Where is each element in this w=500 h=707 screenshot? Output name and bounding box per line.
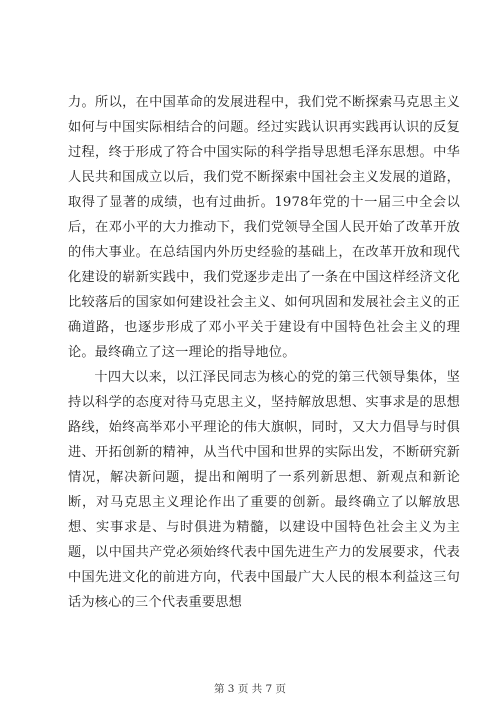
paragraph-1: 力。所以，在中国革命的发展进程中，我们党不断探索马克思主义如何与中国实际相结合的问题。经过实践认识再实践再认识的反复过程，终于形成了符合中国实际的科学指导思想毛泽东思想。中华人民共和国成立以后，我们党不断探索中国社会主义发展的道路，取得了显著的成绩，也有过曲折。1978年党的十一届三中全会以后，在邓小平的大力推动下，我们党领导全国人民开始了改革开放的伟大事业。在总结国内外历史经验的基础上，在改革开放和现代化建设的崭新实践中，我们党逐步走出了一条在中国这样经济文化比较落后的国家如何建设社会主义、如何巩固和发展社会主义的正确道路，也逐步形成了邓小平关于建设有中国特色社会主义的理论。最终确立了这一理论的指导地位。 bbox=[68, 95, 460, 360]
paragraph-2: 十四大以来，以江泽民同志为核心的党的第三代领导集体，坚持以科学的态度对待马克思主义，坚持解放思想、实事求是的思想路线，始终高举邓小平理论的伟大旗帜，同时，又大力倡导与时俱进、开拓创新的精神，从当代中国和世界的实际出发，不断研究新情况，解决新问题，提出和阐明了一系列新思想、新观点和新论断，对马克思主义理论作出了重要的创新。最终确立了以解放思想、实事求是、与时俱进为精髓，以建设中国特色社会主义为主题，以中国共产党必须始终代表中国先进生产力的发展要求，代表中国先进文化的前进方向，代表中国最广大人民的根本利益这三句话为核心的三个代表重要思想 bbox=[68, 370, 460, 610]
page-footer: 第 3 页 共 7 页 bbox=[213, 683, 287, 695]
document-body bbox=[68, 90, 460, 615]
